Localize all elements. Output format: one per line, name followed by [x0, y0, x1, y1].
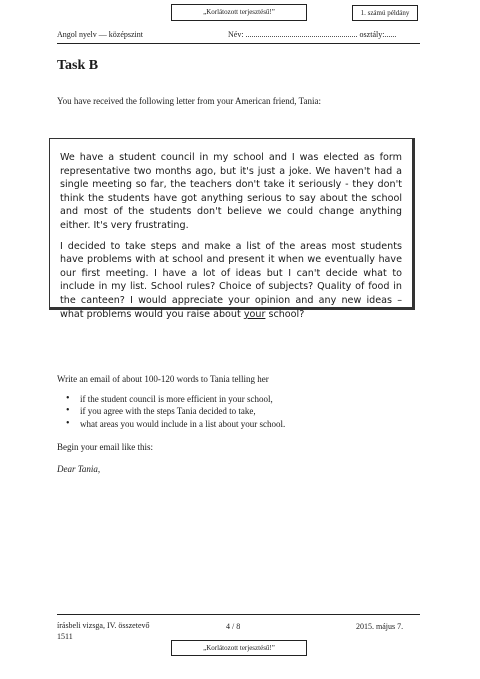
exam-date: 2015. május 7. [356, 622, 404, 631]
subject-level: Angol nyelv — középszint [57, 30, 143, 39]
exam-code: 1511 [57, 632, 73, 641]
letter-box [49, 138, 415, 320]
exam-component: írásbeli vizsga, IV. összetevő [57, 621, 150, 630]
letter-paragraph-2-start: I decided to take steps and make a list of the areas most students have problems with at school and present it when we eventually have our first meeting. I have a lot of ideas but I can't decide what to include in my list. School rules? Choice of subjects? Quality of food in the canteen? I would appreciate your opinion and any new ideas – what problems would you raise about [60, 240, 402, 320]
bullet-item: • if you agree with the steps Tania decided to take, [66, 405, 285, 417]
letter-underlined-word: your [243, 308, 266, 320]
instruction-bullets [66, 393, 285, 430]
exam-info [57, 620, 150, 642]
instruction-main: Write an email of about 100-120 words to Tania telling her [57, 374, 269, 384]
begin-instruction: Begin your email like this: [57, 442, 153, 452]
name-class-field: Név: ........................................................ osztály:...... [228, 30, 397, 39]
letter-paragraph-2-end: school? [265, 308, 305, 320]
copy-number-label: 1. számú példány [352, 5, 418, 21]
task-intro: You have received the following letter from your American friend, Tania: [57, 96, 321, 106]
restricted-distribution-label: „Korlátozott terjesztésű!” [171, 4, 307, 21]
task-title: Task B [57, 58, 99, 73]
letter-paragraph-2 [60, 240, 402, 322]
restricted-distribution-footer: „Korlátozott terjesztésű!” [171, 640, 307, 656]
bullet-item: • if the student council is more efficient in your school, [66, 393, 285, 405]
email-salutation: Dear Tania, [57, 464, 101, 474]
page-number: 4 / 8 [226, 622, 241, 631]
footer-divider [57, 614, 420, 615]
letter-paragraph-1: We have a student council in my school and I was elected as form representative two months ago, but it's just a joke. We haven't had a single meeting so far, the teachers don't take it seriously - they don't think the students have got anything serious to say about the school and most of the students don't believe we could change anything either. It's very frustrating. [60, 152, 402, 231]
header-divider [57, 43, 420, 44]
bullet-item: • what areas you would include in a list about your school. [66, 418, 285, 430]
